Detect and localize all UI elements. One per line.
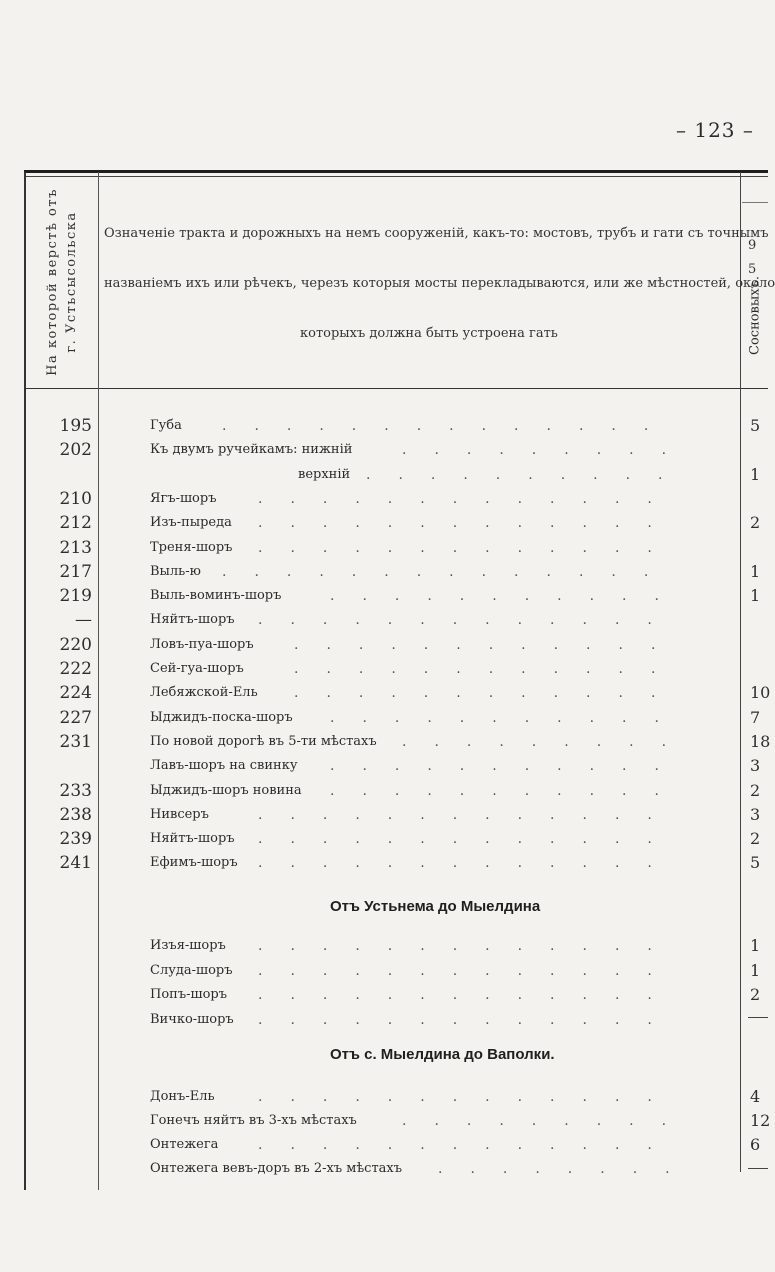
location-name: Ловъ-пуа-шоръ	[150, 636, 254, 652]
leader-dots: . . . . . . . . .	[402, 442, 695, 459]
leader-dots: . . . . . . . . .	[402, 1113, 695, 1129]
location-name: верхній	[298, 466, 351, 482]
count-value: 1	[750, 561, 761, 581]
leader-dots: . . . . . . . . . . .	[330, 709, 687, 726]
count-value: 10	[750, 683, 771, 703]
right-header-rule	[742, 202, 768, 203]
verst-number: 231	[59, 731, 92, 752]
right-header-digit-1: 9	[748, 238, 757, 253]
verst-number: 212	[59, 513, 92, 534]
location-name: Онтежега вевъ-доръ въ 2-хъ мѣстахъ	[150, 1161, 403, 1176]
table-row	[0, 1085, 768, 1109]
count-value: 3	[750, 804, 761, 824]
right-header-digit-2: 5	[748, 262, 757, 277]
verst-column-header	[26, 178, 98, 386]
count-value: 7	[750, 707, 761, 727]
table-row	[0, 633, 768, 657]
leader-dots: . . . . . . . . . . .	[330, 782, 687, 799]
leader-dots: . . . . . . . . . . . . .	[258, 515, 680, 532]
table-row	[0, 560, 768, 584]
count-value: 18	[750, 731, 771, 751]
location-name: Попъ-шоръ	[150, 987, 227, 1002]
section-1-end-rule	[748, 1017, 768, 1018]
verst-number: 238	[59, 804, 92, 825]
table-row	[0, 681, 771, 705]
description-header-line2: названіемъ ихъ или рѣчекъ, черезъ которыя мосты перекладываются, или же мѣстностей, около	[104, 276, 775, 291]
count-value: 5	[750, 416, 761, 435]
count-value: 2	[750, 985, 761, 1004]
section-title-2-text: Отъ с. Мыелдина до Ваполки.	[330, 1046, 555, 1063]
table-row	[0, 657, 768, 681]
leader-dots: . . . . . . . .	[438, 1161, 698, 1177]
verst-number: 210	[59, 488, 92, 509]
leader-dots: . . . . . . . . . . . . .	[258, 539, 680, 556]
count-value: 3	[750, 756, 761, 776]
count-value: 1	[750, 464, 761, 484]
table-row	[0, 536, 768, 560]
count-value: 1	[750, 960, 761, 980]
leader-dots: . . . . . . . . . . .	[330, 758, 687, 775]
table-row	[0, 779, 768, 803]
verst-header-line2: г. Устьсысольска	[64, 211, 80, 353]
count-value: 1	[750, 586, 761, 606]
location-name: Ыджидъ-поска-шоръ	[150, 709, 293, 725]
table-row	[0, 754, 768, 778]
description-header-line1: Означеніе тракта и дорожныхъ на немъ сооруженій, какъ-то: мостовъ, трубъ и гати съ точнымъ	[104, 226, 769, 241]
location-name: По новой дорогѣ въ 5-ти мѣстахъ	[150, 733, 377, 749]
leader-dots: . . . . . . . . . . . . .	[258, 490, 680, 507]
verst-number: 222	[59, 659, 92, 679]
verst-number: 219	[59, 586, 92, 607]
location-name: Онтежега	[150, 1137, 219, 1152]
verst-number: 233	[59, 780, 92, 801]
table-row	[0, 1008, 768, 1032]
header-bottom-rule	[24, 388, 768, 389]
count-value: 6	[750, 1135, 761, 1154]
section-title-1-text: Отъ Устьнема до Мыелдина	[330, 898, 541, 915]
location-name: Къ двумъ ручейкамъ: нижній	[150, 442, 353, 458]
location-name: Ыджидъ-шоръ новина	[150, 782, 302, 798]
table-row	[0, 934, 768, 958]
table-row	[0, 803, 768, 827]
table-row	[0, 1157, 768, 1181]
leader-dots: . . . . . . . . . . . .	[294, 685, 684, 702]
leader-dots: . . . . . . . . . . . . .	[258, 938, 680, 954]
description-header-line3: которыхъ должна быть устроена гать	[300, 326, 558, 341]
verst-number: 220	[59, 634, 92, 655]
section-2-end-rule	[748, 1168, 768, 1169]
table-row	[0, 414, 768, 438]
location-name: Ягъ-шоръ	[150, 490, 217, 506]
count-value: 2	[750, 780, 761, 800]
verst-number: 202	[59, 440, 92, 461]
table-row	[0, 706, 768, 730]
leader-dots: . . . . . . . . . . . . .	[258, 612, 680, 629]
table-top-thin-rule	[24, 176, 768, 177]
count-value: 1	[750, 936, 761, 955]
location-name: Губа	[150, 418, 182, 433]
verst-number: —	[75, 610, 92, 631]
location-name: Нивсеръ	[150, 806, 209, 822]
count-value: 5	[750, 853, 761, 873]
leader-dots: . . . . . . . . .	[402, 733, 695, 750]
verst-number: 217	[59, 561, 92, 582]
verst-number: 239	[59, 829, 92, 850]
location-name: Выль-ю	[150, 563, 201, 579]
leader-dots: . . . . . . . . . . . .	[294, 661, 684, 677]
location-name: Няйтъ-шоръ	[150, 831, 235, 847]
count-value: 2	[750, 513, 761, 533]
leader-dots: . . . . . . . . . . . . .	[258, 987, 680, 1003]
leader-dots: . . . . . . . . . . . . .	[258, 831, 680, 848]
leader-dots: . . . . . . . . . .	[366, 466, 691, 483]
location-name: Гонечъ няйтъ въ 3-хъ мѣстахъ	[150, 1113, 357, 1128]
table-row	[0, 487, 768, 511]
leader-dots: . . . . . . . . . . . . .	[258, 1011, 680, 1028]
table-top-rule	[24, 170, 768, 173]
count-value: 12	[750, 1111, 771, 1130]
location-name: Выль-воминъ-шоръ	[150, 588, 282, 604]
leader-dots: . . . . . . . . . . . . .	[258, 806, 680, 823]
location-name: Няйтъ-шоръ	[150, 612, 235, 628]
table-row	[0, 463, 768, 487]
verst-header-line1: На которой верстѣ отъ	[45, 188, 61, 376]
leader-dots: . . . . . . . . . . . . .	[258, 855, 680, 872]
verst-number: 213	[59, 537, 92, 558]
verst-number: 227	[59, 707, 92, 728]
location-name: Слуда-шоръ	[150, 962, 233, 978]
table-row	[0, 851, 768, 875]
location-name: Сей-гуа-шоръ	[150, 661, 244, 676]
location-name: Вичко-шоръ	[150, 1011, 234, 1027]
table-row	[0, 827, 768, 851]
location-name: Изъя-шоръ	[150, 938, 226, 953]
leader-dots: . . . . . . . . . . . . . .	[222, 418, 677, 434]
location-name: Ефимъ-шоръ	[150, 855, 238, 871]
table-row	[0, 730, 771, 754]
leader-dots: . . . . . . . . . . . . .	[258, 962, 680, 979]
table-row	[0, 584, 768, 608]
right-column-header	[742, 178, 768, 386]
count-value: 4	[750, 1087, 761, 1106]
leader-dots: . . . . . . . . . . . . . .	[222, 563, 677, 580]
leader-dots: . . . . . . . . . . . .	[294, 636, 684, 653]
table-row	[0, 438, 768, 462]
page-number: – 123 –	[676, 118, 754, 142]
table-row	[0, 608, 768, 632]
table-row	[0, 1133, 768, 1157]
verst-number: 241	[59, 853, 92, 874]
table-row	[0, 1109, 771, 1133]
leader-dots: . . . . . . . . . . .	[330, 588, 687, 605]
verst-number: 195	[59, 416, 92, 436]
table-row	[0, 511, 768, 535]
leader-dots: . . . . . . . . . . . . .	[258, 1137, 680, 1153]
location-name: Лавъ-шоръ на свинку	[150, 758, 298, 774]
right-header-rotated: Сосновыхъ.	[747, 276, 763, 355]
table-row	[0, 983, 768, 1007]
table-row	[0, 959, 768, 983]
location-name: Лебяжской-Ель	[150, 685, 258, 701]
leader-dots: . . . . . . . . . . . . .	[258, 1089, 680, 1105]
verst-number: 224	[59, 683, 92, 704]
location-name: Изъ-пыреда	[150, 515, 232, 531]
location-name: Треня-шоръ	[150, 539, 233, 555]
count-value: 2	[750, 829, 761, 849]
location-name: Донъ-Ель	[150, 1089, 215, 1104]
